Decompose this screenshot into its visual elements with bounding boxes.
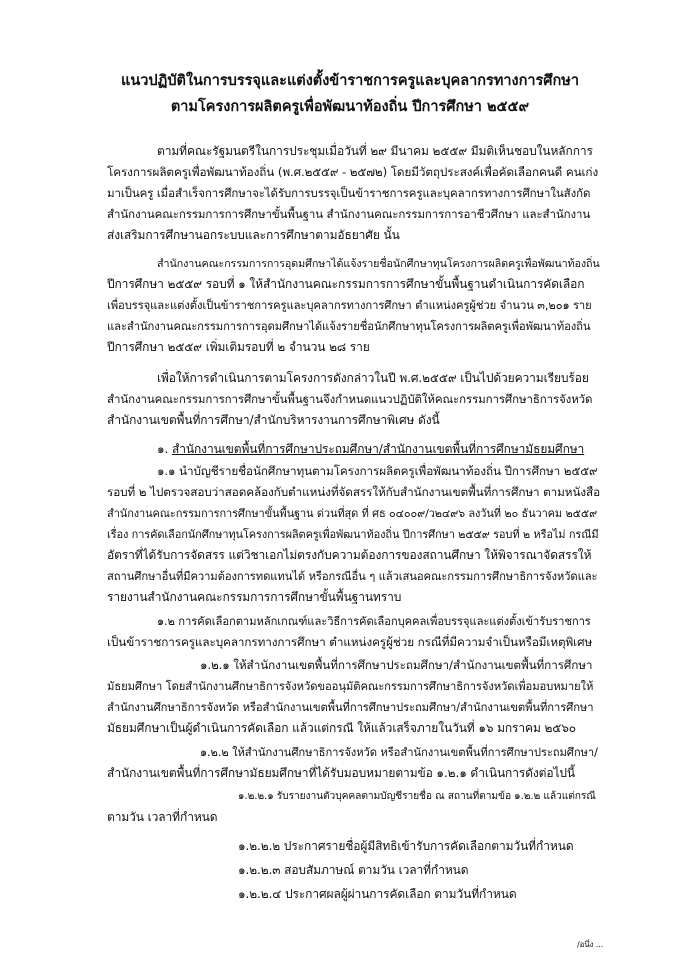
item-line: ๑.๒.๑ ให้สำนักงานเขตพื้นที่การศึกษาประถมศึกษา/สำนักงานเขตพื้นที่การศึกษา: [200, 658, 593, 672]
item-line: ๑.๑ นำบัญชีรายชื่อนักศึกษาทุนตามโครงการผลิตครูเพื่อพัฒนาท้องถิ่น ปีการศึกษา ๒๕๕๙: [157, 464, 598, 478]
item-line: เป็นข้าราชการครูและบุคลากรทางการศึกษา ตำแหน่งครูผู้ช่วย กรณีที่มีความจำเป็นหรือมีเหตุพิเศษ: [107, 635, 593, 649]
item-line: รอบที่ ๒ ไปตรวจสอบว่าสอดคล้องกับตำแหน่งที่จัดสรรให้กับสำนักงานเขตพื้นที่การศึกษา ตามหนังสือ: [107, 485, 601, 499]
item-line: สำนักงานคณะกรรมการการศึกษาขั้นพื้นฐาน ด่วนที่สุด ที่ ศธ ๐๔๐๐๙/ว๒๔๙๖ ลงวันที่ ๒๐ ธันวาคม ๒๕๕๙: [107, 507, 598, 520]
intro-line: ส่งเสริมการศึกษานอกระบบและการศึกษาตามอัธยาศัย นั้น: [107, 228, 400, 242]
section-number: ๑.: [157, 442, 169, 456]
item-line: อัตราที่ได้รับการจัดสรร แต่วิชาเอกไม่ตรงกับความต้องการของสถานศึกษา ให้พิจารณาจัดสรรให้: [107, 548, 592, 562]
paragraph-line: ปีการศึกษา ๒๕๕๙ รอบที่ ๑ ให้สำนักงานคณะกรรมการการศึกษาขั้นพื้นฐานดำเนินการคัดเลือก: [107, 277, 585, 291]
item-line: มัธยมศึกษาเป็นผู้ดำเนินการคัดเลือก แล้วแต่กรณี ให้แล้วเสร็จภายในวันที่ ๑๖ มกราคม ๒๕๖๐: [107, 721, 577, 735]
paragraph-line: สำนักงานคณะกรรมการการศึกษาขั้นพื้นฐานจึงกำหนดแนวปฏิบัติให้คณะกรรมการศึกษาธิการจังหวัด: [107, 392, 593, 406]
paragraph-line: ปีการศึกษา ๒๕๕๙ เพิ่มเติมรอบที่ ๒ จำนวน ๒๘ ราย: [107, 340, 370, 354]
item-line: สถานศึกษาอื่นที่มีความต้องการทดแทนได้ หรือกรณีอื่น ๆ แล้วเสนอคณะกรรมการศึกษาธิการจังหวัดและ: [107, 570, 598, 583]
item-line: ตามวัน เวลาที่กำหนด: [107, 810, 218, 824]
document-title-line-2: ตามโครงการผลิตครูเพื่อพัฒนาท้องถิ่น ปีการศึกษา ๒๕๕๙: [170, 99, 530, 115]
item-line: เรื่อง การคัดเลือกนักศึกษาทุนโครงการผลิตครูเพื่อพัฒนาท้องถิ่น ปีการศึกษา ๒๕๕๙ รอบที่ ๒ หรือไม่ กรณีมี: [107, 528, 599, 541]
intro-line: มาเป็นครู เมื่อสำเร็จการศึกษาจะได้รับการบรรจุเป็นข้าราชการครูและบุคลากรทางการศึกษาในสังกัด: [107, 186, 591, 200]
item-line: ๑.๒.๒ ให้สำนักงานศึกษาธิการจังหวัด หรือสำนักงานเขตพื้นที่การศึกษาประถมศึกษา/: [200, 746, 598, 759]
item-line: ๑.๒.๒.๒ ประกาศรายชื่อผู้มีสิทธิเข้ารับการคัดเลือกตามวันที่กำหนด: [238, 839, 574, 853]
paragraph-line: เพื่อให้การดำเนินการตามโครงการดังกล่าวในปี พ.ศ.๒๕๕๙ เป็นไปด้วยความเรียบร้อย: [157, 371, 589, 385]
item-line: ๑.๒ การคัดเลือกตามหลักเกณฑ์และวิธีการคัดเลือกบุคคลเพื่อบรรจุและแต่งตั้งเข้ารับราชการ: [157, 615, 591, 628]
intro-line: โครงการผลิตครูเพื่อพัฒนาท้องถิ่น (พ.ศ.๒๕๕๙ - ๒๕๗๒) โดยมีวัตถุประสงค์เพื่อคัดเลือกคนดี คนเก่ง: [107, 165, 599, 179]
paragraph-line: สำนักงานคณะกรรมการการอุดมศึกษาได้แจ้งรายชื่อนักศึกษาทุนโครงการผลิตครูเพื่อพัฒนาท้องถิ่น: [157, 257, 600, 270]
document-title-line-1: แนวปฏิบัติในการบรรจุและแต่งตั้งข้าราชการครูและบุคลากรทางการศึกษา: [120, 73, 579, 89]
section-heading: [157, 440, 584, 459]
item-line: มัธยมศึกษา โดยสำนักงานศึกษาธิการจังหวัดขออนุมัติคณะกรรมการศึกษาธิการจังหวัดเพื่อมอบหมายให้: [107, 680, 594, 693]
section-heading-text: สำนักงานเขตพื้นที่การศึกษาประถมศึกษา/สำนักงานเขตพื้นที่การศึกษามัธยมศึกษา: [171, 442, 585, 456]
item-line: รายงานสำนักงานคณะกรรมการการศึกษาขั้นพื้นฐานทราบ: [107, 590, 402, 604]
continuation-marker: /อนึ่ง ...: [577, 940, 604, 949]
paragraph-line: เพื่อบรรจุและแต่งตั้งเป็นข้าราชการครูและบุคลากรทางการศึกษา ตำแหน่งครูผู้ช่วย จำนวน ๓,๒๐๑ ราย: [107, 299, 592, 312]
item-line: สำนักงานศึกษาธิการจังหวัด หรือสำนักงานเขตพื้นที่การศึกษาประถมศึกษา/สำนักงานเขตพื้นที่การศึกษา: [107, 701, 594, 714]
item-line: สำนักงานเขตพื้นที่การศึกษามัธยมศึกษาที่ได้รับมอบหมายตามข้อ ๑.๒.๑ ดำเนินการดังต่อไปนี้: [107, 766, 576, 780]
paragraph-line: และสำนักงานคณะกรรมการการอุดมศึกษาได้แจ้งรายชื่อนักศึกษาทุนโครงการผลิตครูเพื่อพัฒนาท้องถิ่น: [107, 320, 591, 333]
intro-line: ตามที่คณะรัฐมนตรีในการประชุมเมื่อวันที่ ๒๙ มีนาคม ๒๕๕๙ มีมติเห็นชอบในหลักการ: [157, 144, 593, 158]
item-line: ๑.๒.๒.๑ รับรายงานตัวบุคคลตามบัญชีรายชื่อ ณ สถานที่ตามข้อ ๑.๒.๒ แล้วแต่กรณี: [238, 790, 596, 802]
paragraph-line: สำนักงานเขตพื้นที่การศึกษา/สำนักบริหารงานการศึกษาพิเศษ ดังนี้: [107, 413, 440, 427]
intro-line: สำนักงานคณะกรรมการการศึกษาขั้นพื้นฐาน สำนักงานคณะกรรมการการอาชีวศึกษา และสำนักงาน: [107, 207, 591, 221]
item-line: ๑.๒.๒.๔ ประกาศผลผู้ผ่านการคัดเลือก ตามวันที่กำหนด: [238, 887, 517, 901]
item-line: ๑.๒.๒.๓ สอบสัมภาษณ์ ตามวัน เวลาที่กำหนด: [238, 863, 469, 877]
